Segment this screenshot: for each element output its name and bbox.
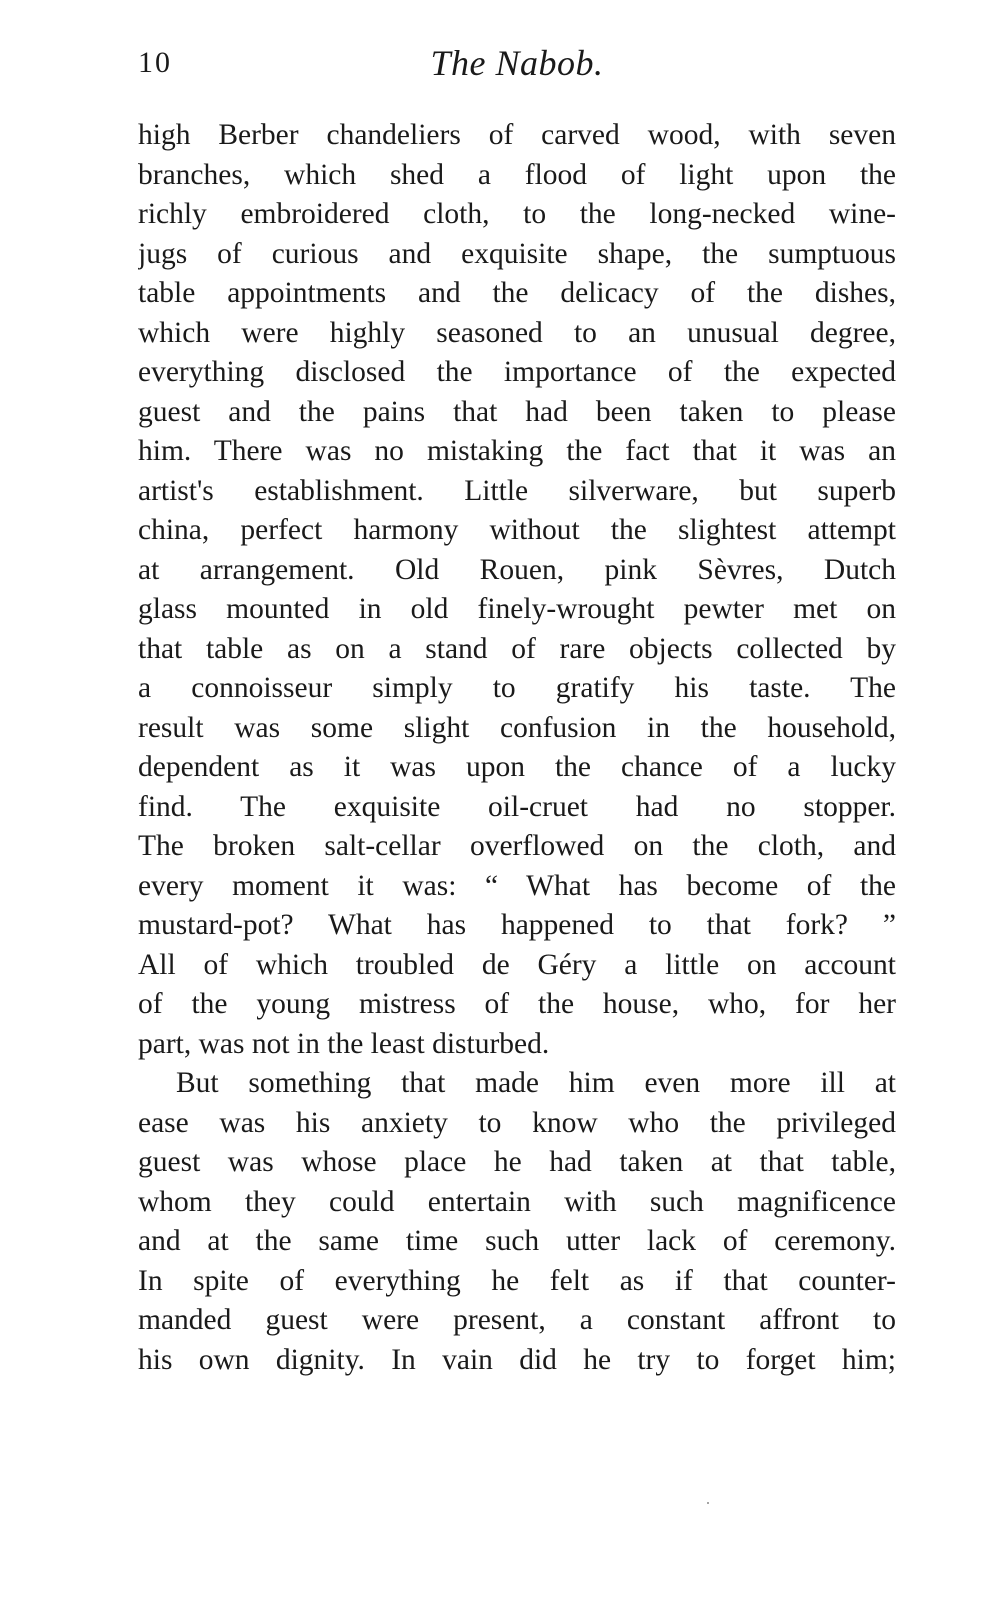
text-line: his own dignity. In vain did he try to forget him; [138,1343,896,1376]
text-line: But something that made him even more ill at [176,1067,896,1099]
text-line: ease was his anxiety to know who the privileged [138,1106,896,1139]
running-title: The Nabob. [430,43,604,83]
page-number: 10 [138,46,172,79]
text-line: result was some slight confusion in the household, [138,711,896,744]
text-line: a connoisseur simply to gratify his taste. The [138,672,896,704]
text-line: and at the same time such utter lack of ceremony. [138,1225,896,1257]
text-line: of the young mistress of the house, who, for her [138,988,896,1020]
running-header [138,42,896,92]
text-line: table appointments and the delicacy of the dishes, [138,277,896,309]
text-line: All of which troubled de Géry a little on account [138,948,896,981]
text-line: The broken salt-cellar overflowed on the cloth, and [138,830,896,862]
text-line: jugs of curious and exquisite shape, the sumptuous [138,237,896,270]
text-line: artist's establishment. Little silverware, but superb [138,474,896,507]
text-line: high Berber chandeliers of carved wood, with seven [138,119,896,151]
paragraph-2 [138,1064,896,1380]
text-line: mustard-pot? What has happened to that fork? ” [138,909,896,941]
text-line: every moment it was: “ What has become of the [138,869,896,902]
text-line: glass mounted in old finely-wrought pewter met on [138,593,896,625]
text-line: In spite of everything he felt as if that counter- [138,1264,896,1297]
text-line: find. The exquisite oil-cruet had no stopper. [138,790,896,823]
body-text [138,116,896,1380]
text-line: that table as on a stand of rare objects collected by [138,632,896,665]
text-line: richly embroidered cloth, to the long-necked wine- [138,198,896,230]
text-line: china, perfect harmony without the slightest attempt [138,514,896,546]
text-line: dependent as it was upon the chance of a lucky [138,751,896,783]
text-line: guest was whose place he had taken at that table, [138,1146,896,1178]
text-line: everything disclosed the importance of the expected [138,356,896,388]
text-line: him. There was no mistaking the fact that it was an [138,435,896,467]
text-line: manded guest were present, a constant affront to [138,1304,896,1336]
text-line: at arrangement. Old Rouen, pink Sèvres, Dutch [138,553,896,586]
text-line: part, was not in the least disturbed. [138,1027,550,1060]
paper-speck [707,1502,709,1504]
text-line: whom they could entertain with such magnificence [138,1185,896,1218]
text-line: which were highly seasoned to an unusual degree, [138,316,896,349]
text-line: branches, which shed a flood of light upon the [138,158,896,191]
paragraph-1 [138,116,896,1064]
text-line: guest and the pains that had been taken to please [138,395,896,428]
